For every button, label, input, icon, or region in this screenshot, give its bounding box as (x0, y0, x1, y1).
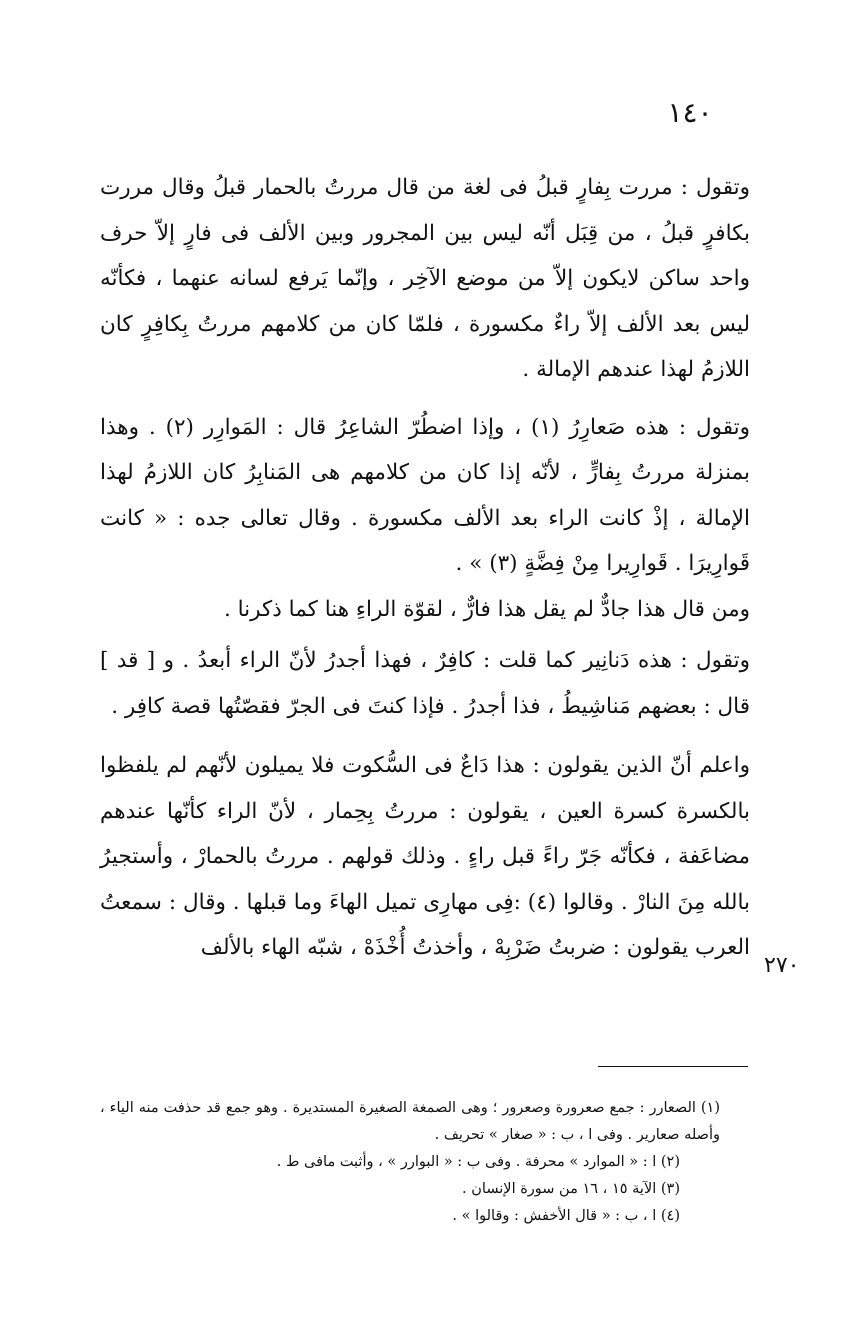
footnote-2: (٢) ا : « الموارد » محرفة . وفى ب : « البوارر » ، وأثبت مافى ط . (276, 1154, 680, 1170)
footnote-4: (٤) ا ، ب : « قال الأخفش : وقالوا » . (452, 1208, 680, 1224)
page-number: ١٤٠ (667, 96, 713, 129)
main-text (100, 165, 750, 971)
paragraph-4: وتقول : هذه دَنانِير كما قلت : كافِرٌ ، فهذا أجدرُ لأنّ الراء أبعدُ . و [ قد ] قال : بعضهم مَناشِيطُ ، فذا أجدرُ . فإذا كنتَ فى الجرّ فقصّتُها قصة كافِر . (100, 648, 750, 719)
footnotes (100, 1095, 720, 1230)
paragraph-3: ومن قال هذا جادٌّ لم يقل هذا فارٌّ ، لقوّة الراءِ هنا كما ذكرنا . (223, 596, 750, 622)
paragraph-2: وتقول : هذه صَعارِرُ (١) ، وإذا اضطُرّ الشاعِرُ قال : المَوارِر (٢) . وهذا بمنزلة مررتُ بِفارٍّ ، لأنّه إذا كان من كلامهم هى المَنابِرُ كان اللازمُ لهذا الإمالة ، إذْ كانت الراء بعد الألف مكسورة . وقال تعالى جده : « كانت قَوارِيرَا . قَوارِيرا مِنْ فِضَّةٍ (٣) » . (100, 414, 750, 576)
paragraph-5: واعلم أنّ الذين يقولون : هذا دَاعٌ فى السُّكوت فلا يميلون لأنّهم لم يلفظوا بالكسرة كسرة العين ، يقولون : مررتُ بِحِمار ، لأنّ الراء كأنّها عندهم مضاعَفة ، فكأنّه جَرّ راءً قبل راءٍ . وذلك قولهم . مررتُ بالحمارْ ، وأستجيرُ بالله مِنَ النارْ . وقالوا (٤) :فِى مهارِى تميل الهاءَ وما قبلها . وقال : سمعتُ العرب يقولون : ضربتُ ضَرْبِهْ ، وأخذتُ أُخْذَهْ ، شبّه الهاء بالألف (100, 753, 750, 960)
footnote-3: (٣) الآية ١٥ ، ١٦ من سورة الإنسان . (462, 1181, 680, 1197)
footnote-1: (١) الصعارر : جمع صعرورة وصعرور ؛ وهى الصمغة الصغيرة المستديرة . وهو جمع قد حذفت منه الياء ، وأصله صعارير . وفى ا ، ب : « صغار » تحريف . (100, 1100, 720, 1143)
paragraph-1: وتقول : مررت بِفارٍ قبلُ فى لغة من قال مررتُ بالحمار قبلُ وقال مررت بكافرٍ قبلُ ، من قِبَل أنّه ليس بين المجرور وبين الألف فى فارٍ إلاّ حرف واحد ساكن لايكون إلاّ من موضع الآخِر ، وإنّما يَرفع لسانه عنهما ، فكأنّه ليس بعد الألف إلاّ راءٌ مكسورة ، فلمّا كان من كلامهم مررتُ بِكافِرٍ كان اللازمُ لهذا عندهم الإمالة . (100, 175, 750, 382)
footnote-separator (598, 1066, 748, 1067)
margin-line-number: ٢٧٠ (764, 953, 800, 978)
